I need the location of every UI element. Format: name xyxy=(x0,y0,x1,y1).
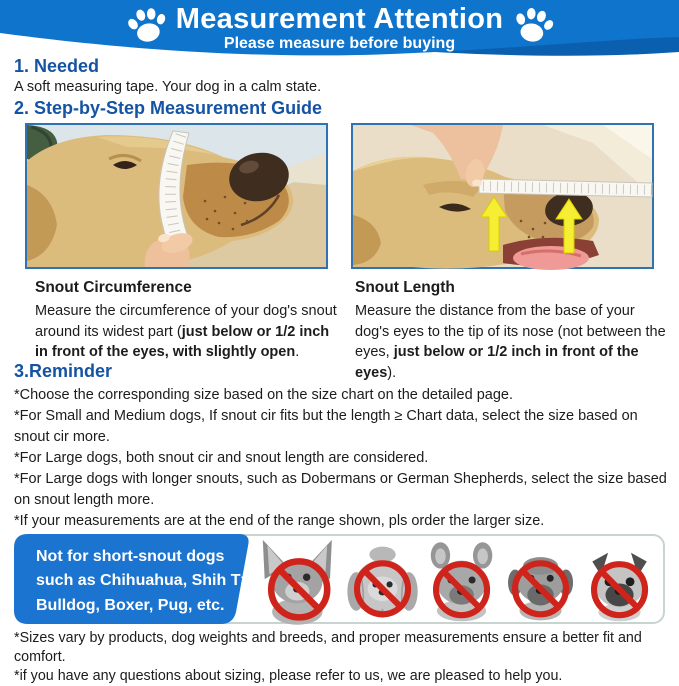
section-needed-body: A soft measuring tape. Your dog in a calm state. xyxy=(14,79,322,95)
prohibition-icon xyxy=(501,538,580,622)
pug-image xyxy=(580,538,659,622)
shih-tzu-image xyxy=(343,538,422,622)
section-guide-heading: 2. Step-by-Step Measurement Guide xyxy=(14,98,323,118)
reminder-item: *For Large dogs with longer snouts, such as Dobermans or German Shepherds, select the size based on snout length more. xyxy=(14,471,667,509)
caption-body xyxy=(355,301,671,383)
caption-title: Snout Length xyxy=(355,279,455,296)
dog-with-tape-around-snout-illustration xyxy=(27,125,326,267)
prohibition-icon xyxy=(252,538,343,622)
prohibition-icon xyxy=(580,538,659,622)
boxer-image xyxy=(501,538,580,622)
reminder-item: *For Small and Medium dogs, If snout cir fits but the length ≥ Chart data, select the size based on snout cir more. xyxy=(14,408,638,446)
page-subtitle: Please measure before buying xyxy=(223,35,456,52)
caption-text-bold: just below or 1/2 inch in front of the eyes xyxy=(355,344,639,381)
reminder-item: *Choose the corresponding size based on the size chart on the detailed page. xyxy=(14,387,513,403)
banner-line: Not for short-snout dogs xyxy=(36,548,225,565)
dog-with-tape-along-snout-illustration xyxy=(353,125,652,267)
prohibition-icon xyxy=(422,538,501,622)
banner-warning-text xyxy=(36,545,263,618)
section-reminder-heading: 3.Reminder xyxy=(14,361,113,381)
caption-text: Measure the circumference of your dog's snout around its widest part ( xyxy=(35,303,337,340)
snout-length-caption xyxy=(355,277,671,383)
not-for-short-snout-banner xyxy=(14,534,665,624)
banner-line: Bulldog, Boxer, Pug, etc. xyxy=(36,596,225,614)
french-bulldog-image xyxy=(422,538,501,622)
snout-circumference-caption xyxy=(35,277,338,363)
prohibited-dogs-row xyxy=(252,536,659,622)
page-title: Measurement Attention xyxy=(175,3,504,35)
footer-note: *if you have any questions about sizing, please refer to us, we are pleased to help you. xyxy=(14,667,563,684)
caption-text-end: . xyxy=(295,344,300,361)
chihuahua-image xyxy=(252,538,343,622)
caption-text-end: ). xyxy=(387,364,397,381)
caption-text: Measure the distance from the base of your dog's eyes to the tip of its nose (not between the eyes, xyxy=(355,303,666,361)
snout-circumference-photo xyxy=(25,123,328,269)
footer-notes xyxy=(14,629,674,686)
footer-note: *Sizes vary by products, dog weights and breeds, and proper measurements ensure a better fit and comfort. xyxy=(14,630,642,665)
caption-text-bold: just below or 1/2 inch in front of the eyes, with slightly open xyxy=(35,323,330,361)
snout-length-photo xyxy=(351,123,654,269)
header-banner xyxy=(0,0,679,62)
caption-title: Snout Circumference xyxy=(35,279,192,296)
reminder-item: *If your measurements are at the end of the range shown, pls order the larger size. xyxy=(14,513,545,530)
reminder-item: *For Large dogs, both snout cir and snout length are considered. xyxy=(14,450,429,467)
caption-body xyxy=(35,301,338,363)
prohibition-icon xyxy=(343,538,422,622)
reminder-list xyxy=(14,385,672,532)
section-needed-heading: 1. Needed xyxy=(14,56,100,76)
banner-line: such as Chihuahua, Shih Tzu, xyxy=(36,572,263,590)
